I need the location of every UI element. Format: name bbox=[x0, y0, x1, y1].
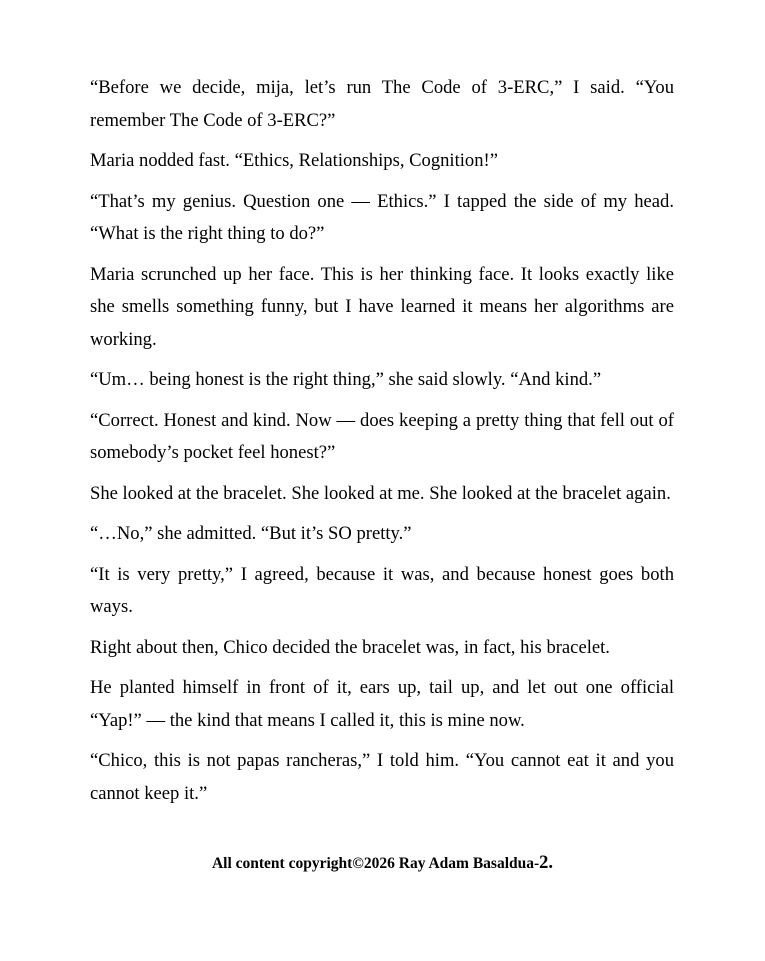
paragraph-2: Maria nodded fast. “Ethics, Relationships, Cognition!” bbox=[90, 150, 498, 171]
paragraph-9: “It is very pretty,” I agreed, because it was, and because honest goes both ways. bbox=[90, 563, 674, 617]
copyright-notice: All content copyright©2026 Ray Adam Basaldua bbox=[211, 855, 534, 872]
page-footer bbox=[0, 851, 765, 876]
paragraph-12: “Chico, this is not papas rancheras,” I told him. “You cannot eat it and you cannot keep it.” bbox=[90, 750, 674, 804]
page-number: 2. bbox=[539, 853, 554, 873]
body-text bbox=[90, 72, 674, 818]
paragraph-3: “That’s my genius. Question one — Ethics.” I tapped the side of my head. “What is the right thing to do?” bbox=[90, 190, 674, 244]
paragraph-10: Right about then, Chico decided the bracelet was, in fact, his bracelet. bbox=[90, 636, 610, 658]
paragraph-7: She looked at the bracelet. She looked at me. She looked at the bracelet again. bbox=[90, 482, 671, 504]
paragraph-1: “Before we decide, mija, let’s run The Code of 3-ERC,” I said. “You remember The Code of 3-ERC?” bbox=[90, 77, 674, 131]
paragraph-5: “Um… being honest is the right thing,” she said slowly. “And kind.” bbox=[90, 369, 602, 390]
paragraph-4: Maria scrunched up her face. This is her thinking face. It looks exactly like she smells something funny, but I have learned it means her algorithms are working. bbox=[90, 263, 674, 350]
paragraph-8: “…No,” she admitted. “But it’s SO pretty.” bbox=[90, 523, 412, 544]
paragraph-11: He planted himself in front of it, ears up, tail up, and let out one official “Yap!” — the kind that means I called it, this is mine now. bbox=[90, 677, 674, 731]
paragraph-6: “Correct. Honest and kind. Now — does keeping a pretty thing that fell out of somebody’s pocket feel honest?” bbox=[90, 409, 674, 463]
footer-separator: - bbox=[534, 855, 540, 872]
